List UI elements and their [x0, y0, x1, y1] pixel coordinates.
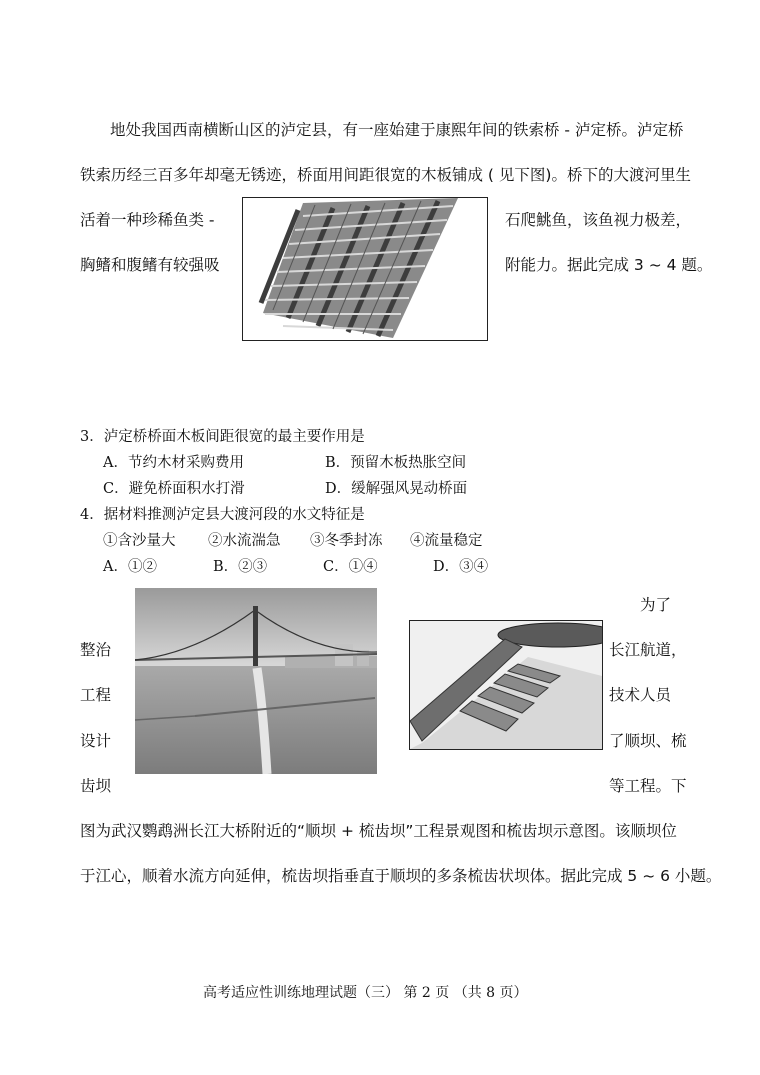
question-4-option-d: D．③④: [433, 559, 489, 575]
passage2-line1-right: 为了: [640, 596, 672, 614]
luding-bridge-deck-photo: [242, 197, 488, 341]
question-4-option-b: B．②③: [213, 559, 268, 575]
passage2-line2-right: 长江航道，: [609, 641, 687, 659]
passage1-line3-left: 活着一种珍稀鱼类 -: [80, 211, 215, 229]
yangtze-dam-landscape-photo: [135, 588, 377, 774]
comb-dam-schematic: [409, 620, 603, 750]
question-4-option-c: C．①④: [323, 559, 378, 575]
question-3-option-d: D．缓解强风晃动桥面: [325, 481, 468, 497]
passage2-line3-left: 工程: [80, 686, 112, 704]
question-4-item-2: ②水流湍急: [208, 533, 281, 549]
question-3-option-c: C．避免桥面积水打滑: [103, 481, 245, 497]
passage2-line4-left: 设计: [80, 732, 112, 750]
question-3-option-a: A．节约木材采购费用: [103, 455, 244, 471]
question-3-stem: 3．泸定桥桥面木板间距很宽的最主要作用是: [80, 429, 365, 445]
question-4-stem: 4．据材料推测泸定县大渡河段的水文特征是: [80, 507, 365, 523]
passage1-line1: 地处我国西南横断山区的泸定县，有一座始建于康熙年间的铁索桥 - 泸定桥。泸定桥: [110, 121, 684, 139]
passage2-line5-right: 等工程。下: [609, 777, 687, 795]
passage1-line3-right: 石爬鮡鱼，该鱼视力极差，: [505, 211, 692, 229]
question-4-item-1: ①含沙量大: [103, 533, 176, 549]
question-4-option-a: A．①②: [103, 559, 157, 575]
question-4-item-4: ④流量稳定: [410, 533, 483, 549]
passage2-line4-right: 了顺坝、梳: [609, 732, 687, 750]
passage2-line5-left: 齿坝: [80, 777, 112, 795]
page-footer: 高考适应性训练地理试题（三） 第 2 页 （共 8 页）: [203, 985, 528, 1001]
question-3-option-b: B．预留木板热胀空间: [325, 455, 467, 471]
passage1-line4-left: 胸鳍和腹鳍有较强吸: [80, 256, 220, 274]
question-4-item-3: ③冬季封冻: [310, 533, 383, 549]
passage2-line6: 图为武汉鹦鹉洲长江大桥附近的“顺坝 + 梳齿坝”工程景观图和梳齿坝示意图。该顺坝位: [80, 822, 677, 840]
passage2-line7: 于江心，顺着水流方向延伸，梳齿坝指垂直于顺坝的多条梳齿状坝体。据此完成 5 ~ 6 小题。: [80, 867, 722, 885]
passage1-line4-right: 附能力。据此完成 3 ~ 4 题。: [505, 256, 713, 274]
passage1-line2: 铁索历经三百多年却毫无锈迹，桥面用间距很宽的木板铺成 ( 见下图)。桥下的大渡河里生: [80, 166, 691, 184]
passage2-line2-left: 整治: [80, 641, 112, 659]
passage2-line3-right: 技术人员: [609, 686, 672, 704]
